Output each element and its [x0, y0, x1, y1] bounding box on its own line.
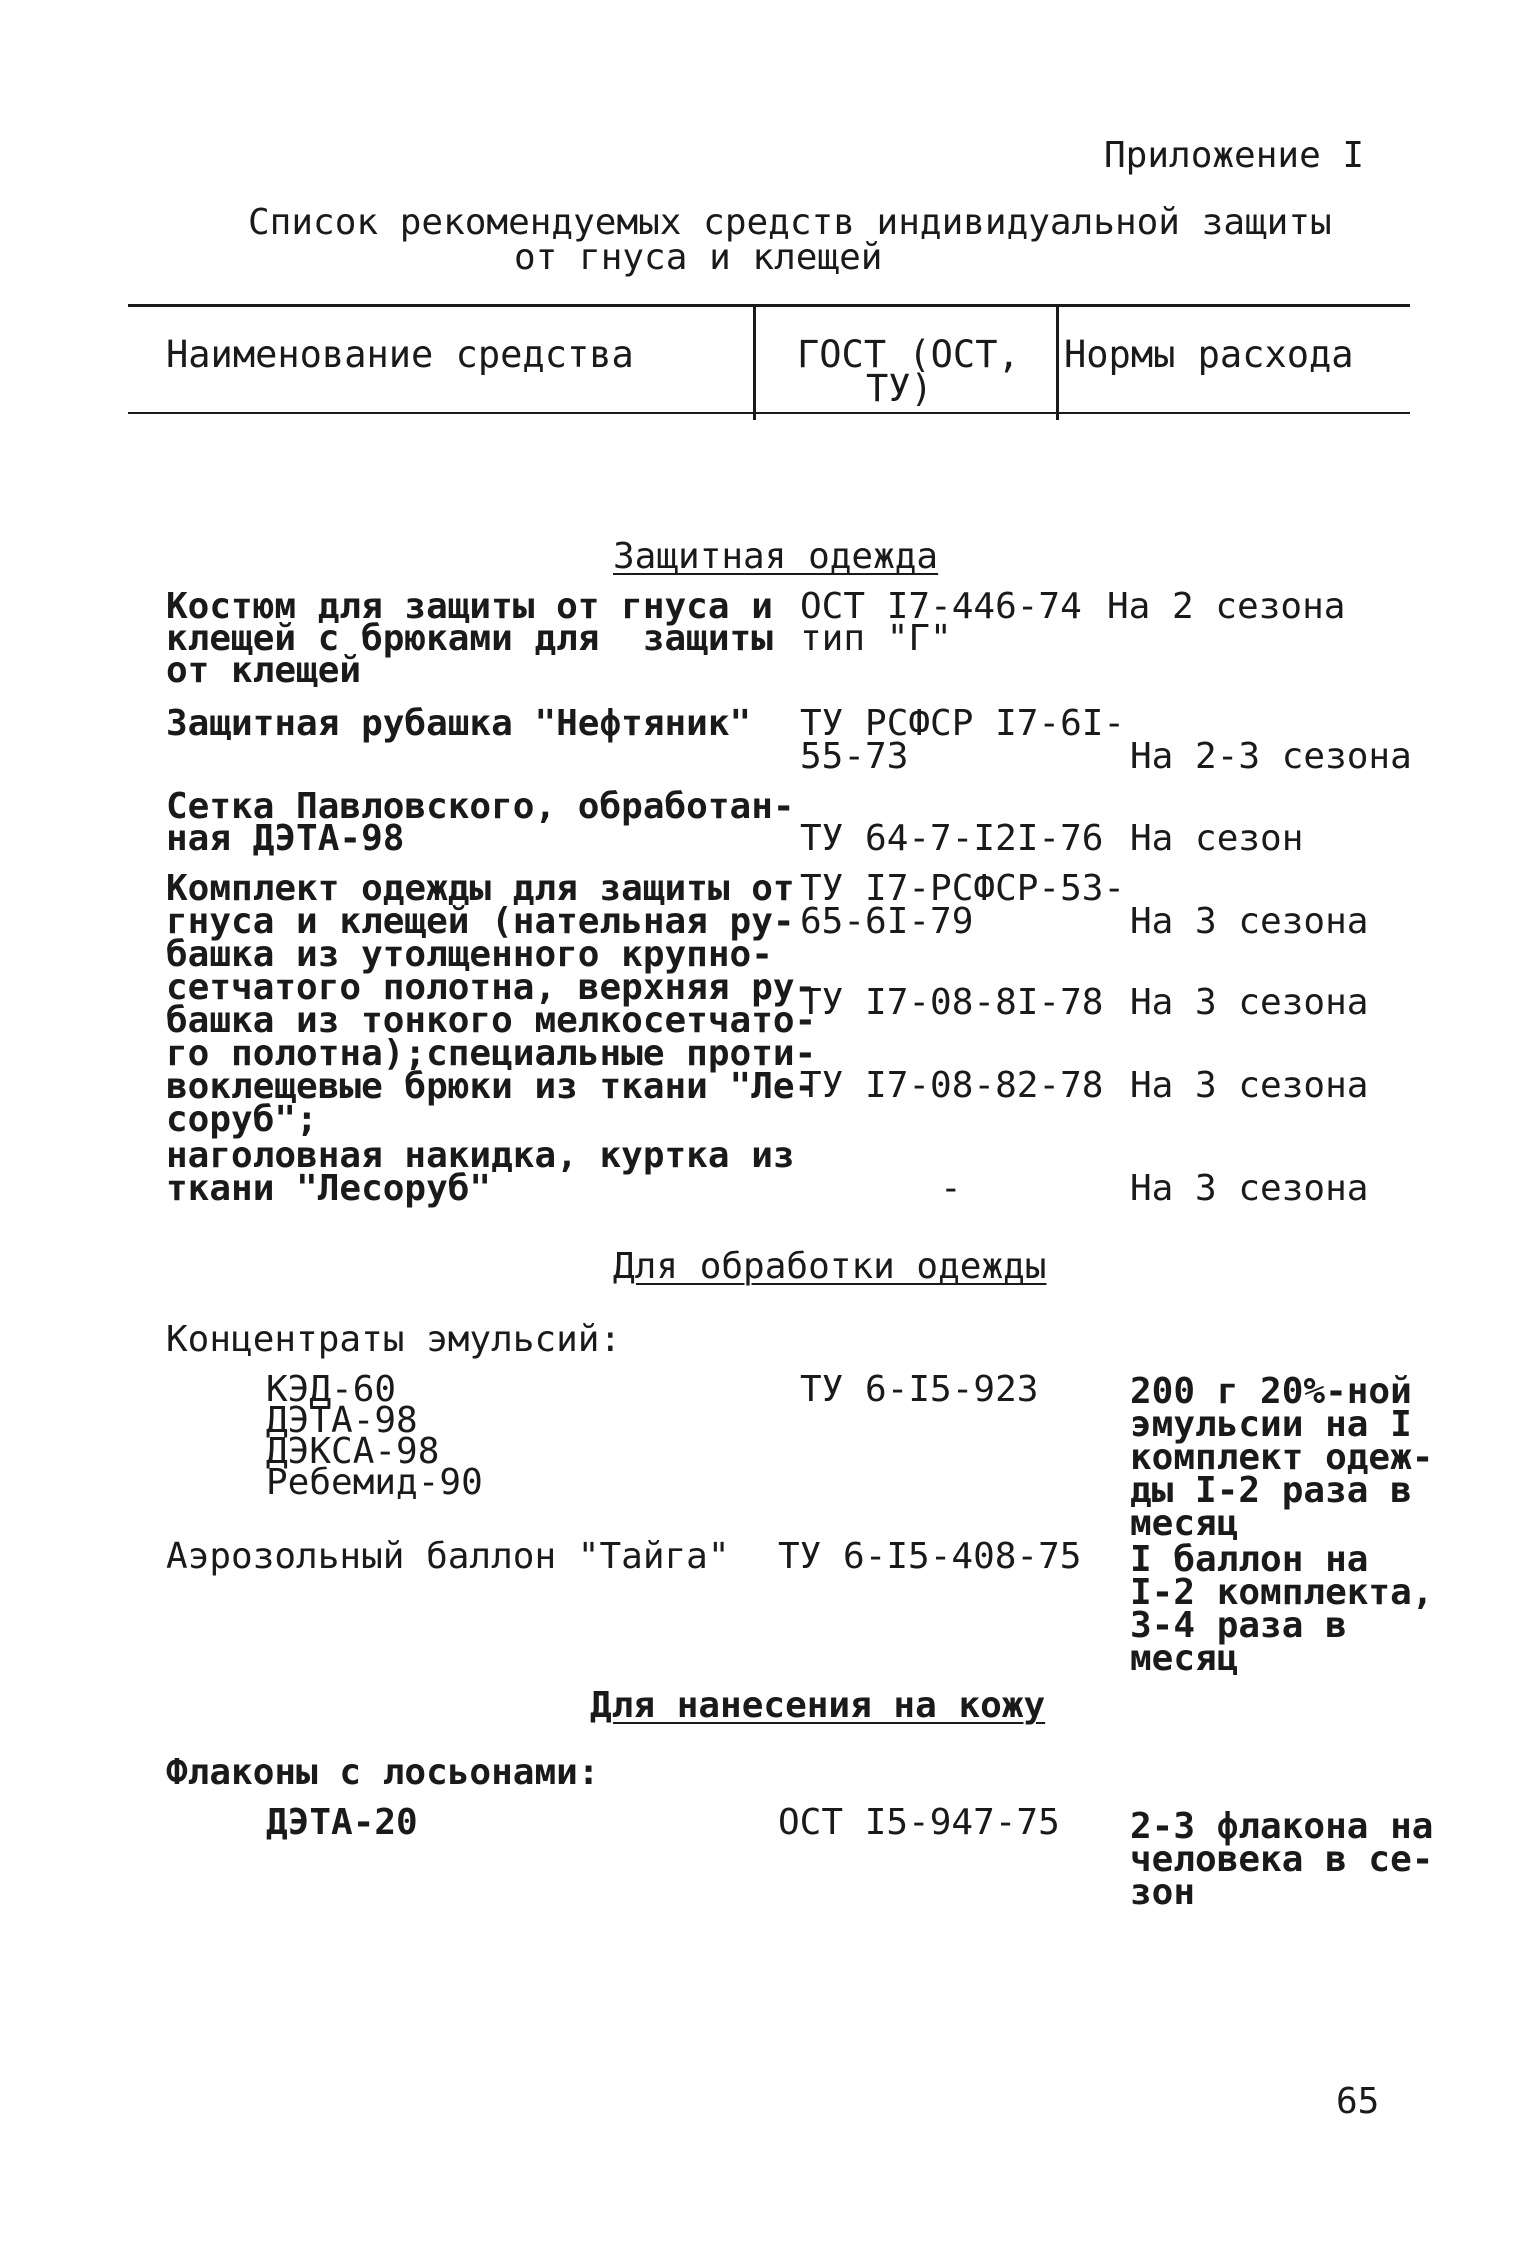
page-number: 65 [1336, 2081, 1380, 2122]
section-heading-protective-clothing: Защитная одежда [613, 536, 939, 577]
row1-norm: На 2 сезона [1107, 586, 1346, 627]
table-column-divider-1 [753, 304, 756, 420]
row3-name-line2: ная ДЭТА-98 [166, 818, 405, 859]
aerosol-gost: ТУ 6-I5-408-75 [778, 1536, 1082, 1577]
table-column-divider-2 [1056, 304, 1059, 420]
lotion-norm-line1: 2-3 флакона на [1130, 1806, 1434, 1847]
aerosol-norm-line4: месяц [1130, 1638, 1239, 1679]
row4-name-line6: го полотна);специальные проти- [166, 1033, 817, 1074]
row4-name-line1: Комплект одежды для защиты от [166, 868, 795, 909]
lotion-item: ДЭТА-20 [266, 1802, 418, 1843]
lotion-gost: ОСТ I5-947-75 [778, 1802, 1060, 1843]
row4-name-line9: наголовная накидка, куртка из [166, 1135, 795, 1176]
table-top-rule [128, 304, 1410, 307]
row1-name-line1: Костюм для защиты от гнуса и [166, 586, 773, 627]
emulsion-norm-line4: ды I-2 раза в [1130, 1470, 1412, 1511]
row1-name-line2: клещей с брюками для защиты [166, 618, 773, 659]
row4-name-line4: сетчатого полотна, верхняя ру- [166, 967, 817, 1008]
column-header-name: Наименование средства [166, 333, 634, 376]
row4-name-line10: ткани "Лесоруб" [166, 1168, 492, 1209]
row3-gost: ТУ 64-7-I2I-76 [800, 818, 1104, 859]
document-title-line1: Список рекомендуемых средств индивидуальной защиты [248, 202, 1332, 243]
row6-gost: ТУ I7-08-82-78 [800, 1065, 1104, 1106]
row4-name-line7: воклещевые брюки из ткани "Ле- [166, 1066, 817, 1107]
column-header-gost-line1: ГОСТ (ОСТ, [797, 333, 1020, 376]
aerosol-norm-line1: I баллон на [1130, 1539, 1369, 1580]
emulsion-concentrates-label: Концентраты эмульсий: [166, 1319, 622, 1360]
row1-gost-line2: тип "Г" [800, 618, 952, 659]
row1-name-line3: от клещей [166, 650, 362, 691]
row6-norm: На 3 сезона [1130, 1065, 1369, 1106]
row4-name-line2: гнуса и клещей (нательная ру- [166, 901, 795, 942]
emulsion-gost: ТУ 6-I5-923 [800, 1369, 1039, 1410]
table-header-rule [128, 412, 1410, 414]
row5-norm: На 3 сезона [1130, 982, 1369, 1023]
row2-name: Защитная рубашка "Нефтяник" [166, 703, 752, 744]
row3-norm: На сезон [1130, 818, 1304, 859]
row2-gost-line1: ТУ РСФСР I7-6I- [800, 703, 1126, 744]
row4-gost-line1: ТУ I7-РСФСР-53- [800, 868, 1126, 909]
row4-name-line5: башка из тонкого мелкосетчато- [166, 1000, 817, 1041]
row3-name-line1: Сетка Павловского, обработан- [166, 786, 795, 827]
section-heading-skin-application: Для нанесения на кожу [590, 1685, 1046, 1726]
lotion-norm-line2: человека в се- [1130, 1839, 1434, 1880]
row1-gost-line1: ОСТ I7-446-74 [800, 586, 1082, 627]
row2-gost-line2: 55-73 [800, 736, 909, 777]
aerosol-norm-line2: I-2 комплекта, [1130, 1572, 1434, 1613]
row4-name-line8: соруб"; [166, 1099, 318, 1140]
aerosol-norm-line3: 3-4 раза в [1130, 1605, 1347, 1646]
emulsion-item-3: ДЭКСА-98 [266, 1431, 440, 1472]
row5-gost: ТУ I7-08-8I-78 [800, 982, 1104, 1023]
aerosol-name: Аэрозольный баллон "Тайга" [166, 1536, 730, 1577]
row7-norm: На 3 сезона [1130, 1168, 1369, 1209]
section-heading-clothing-treatment: Для обработки одежды [613, 1246, 1047, 1287]
emulsion-item-1: КЭД-60 [266, 1369, 397, 1410]
column-header-gost-line2: ТУ) [866, 367, 933, 410]
row4-norm: На 3 сезона [1130, 901, 1369, 942]
row4-name-line3: башка из утолщенного крупно- [166, 934, 773, 975]
row7-gost-dash: - [940, 1168, 962, 1209]
emulsion-item-2: ДЭТА-98 [266, 1400, 418, 1441]
lotion-bottles-label: Флаконы с лосьонами: [166, 1752, 600, 1793]
row2-norm: На 2-3 сезона [1130, 736, 1412, 777]
emulsion-norm-line5: месяц [1130, 1503, 1239, 1544]
emulsion-norm-line1: 200 г 20%-ной [1130, 1371, 1412, 1412]
emulsion-item-4: Ребемид-90 [266, 1462, 483, 1503]
document-title-line2: от гнуса и клещей [514, 237, 883, 278]
appendix-label: Приложение I [1104, 135, 1365, 176]
emulsion-norm-line2: эмульсии на I [1130, 1404, 1412, 1445]
column-header-norm: Нормы расхода [1064, 333, 1354, 376]
lotion-norm-line3: зон [1130, 1872, 1196, 1913]
row4-gost-line2: 65-6I-79 [800, 901, 974, 942]
emulsion-norm-line3: комплект одеж- [1130, 1437, 1434, 1478]
